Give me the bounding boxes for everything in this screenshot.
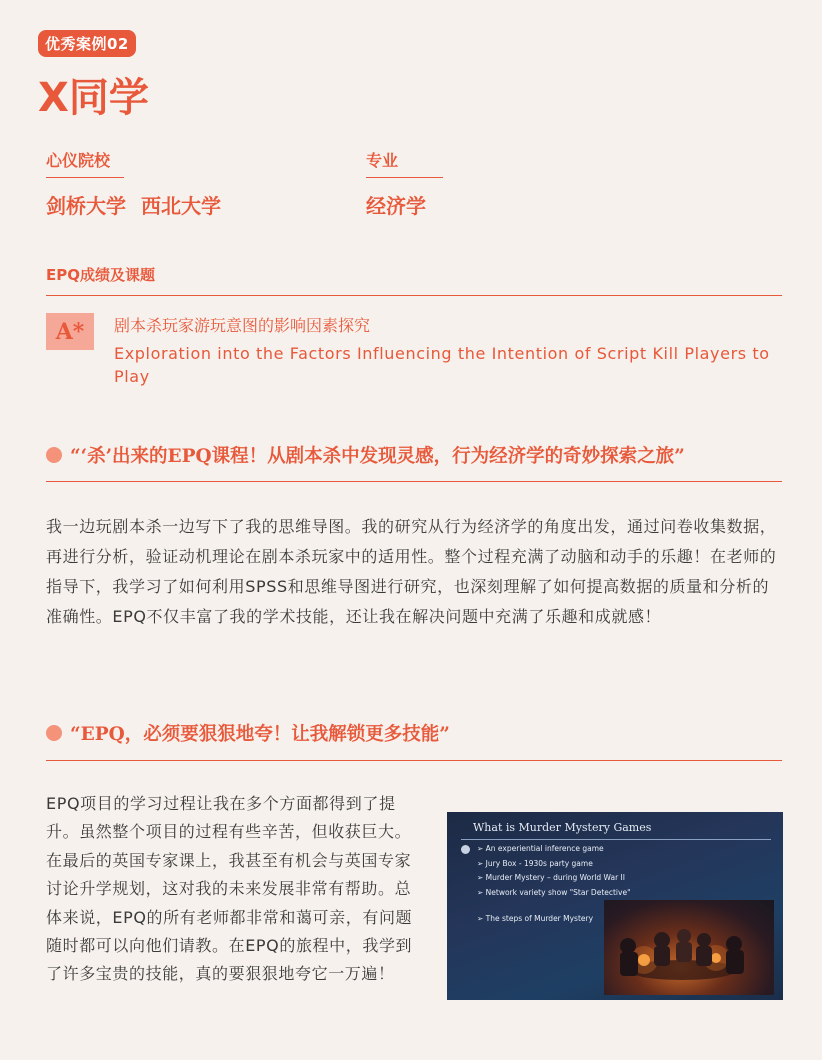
slide-steps: ➢ The steps of Murder Mystery xyxy=(477,914,594,923)
slide-item: ➢ Network variety show "Star Detective" xyxy=(477,887,631,897)
paragraph-2: EPQ项目的学习过程让我在多个方面都得到了提升。虽然整个项目的过程有些辛苦，但收获巨大。在最后的英国专家课上，我甚至有机会与英国专家讨论升学规划，这对我的未来发展非常有帮助。总体来说，EPQ的所有老师都非常和蔼可亲，有问题随时都可以向他们请教。在EPQ的旅程中，我学到了许多宝贵的技能，真的要狠狠地夸它一万遍！ xyxy=(46,794,413,984)
candlelit-table-illustration xyxy=(604,900,774,995)
grade-badge: A* xyxy=(46,313,94,350)
presentation-slide-image xyxy=(447,812,783,1000)
slide-bullet-icon xyxy=(461,845,470,854)
bullet-dot-1 xyxy=(46,447,62,463)
topic-chinese: 剧本杀玩家游玩意图的影响因素探究 xyxy=(114,316,371,335)
major-value: 经济学 xyxy=(366,194,426,218)
quote-divider-1 xyxy=(46,481,782,482)
slide-item: ➢ Jury Box - 1930s party game xyxy=(477,858,593,868)
school-label: 心仪院校 xyxy=(46,151,111,170)
epq-label: EPQ成绩及课题 xyxy=(46,266,155,284)
paragraph-1: 我一边玩剧本杀一边写下了我的思维导图。我的研究从行为经济学的角度出发，通过问卷收集数据，再进行分析，验证动机理论在剧本杀玩家中的适用性。整个过程充满了动脑和动手的乐趣！在老师的指导下，我学习了如何利用SPSS和思维导图进行研究，也深刻理解了如何提高数据的质量和分析的准确性。EPQ不仅丰富了我的学术技能，还让我在解决问题中充满了乐趣和成就感！ xyxy=(46,517,777,626)
quote-divider-2 xyxy=(46,760,782,761)
slide-item: ➢ An experiential inference game xyxy=(477,844,604,853)
murder-mystery-scene-photo xyxy=(604,900,774,995)
epq-divider xyxy=(46,295,782,296)
slide-item: ➢ Murder Mystery – during World War II xyxy=(477,873,625,882)
major-label: 专业 xyxy=(366,151,399,170)
school-value: 剑桥大学 西北大学 xyxy=(46,194,221,218)
quote-heading-1: “‘杀’出来的EPQ课程！从剧本杀中发现灵感，行为经济学的奇妙探索之旅” xyxy=(70,446,685,467)
slide-title-rule xyxy=(461,839,771,840)
student-name: X同学 xyxy=(38,75,149,121)
slide-title: What is Murder Mystery Games xyxy=(473,821,652,834)
bullet-dot-2 xyxy=(46,725,62,741)
school-underline xyxy=(46,177,124,178)
quote-heading-2: “EPQ，必须要狠狠地夸！让我解锁更多技能” xyxy=(70,724,450,745)
topic-english: Exploration into the Factors Influencing the Intention of Script Kill Players to Play xyxy=(114,344,770,386)
major-underline xyxy=(366,177,443,178)
case-badge: 优秀案例02 xyxy=(38,30,136,57)
slide-bullet-list xyxy=(477,842,631,900)
